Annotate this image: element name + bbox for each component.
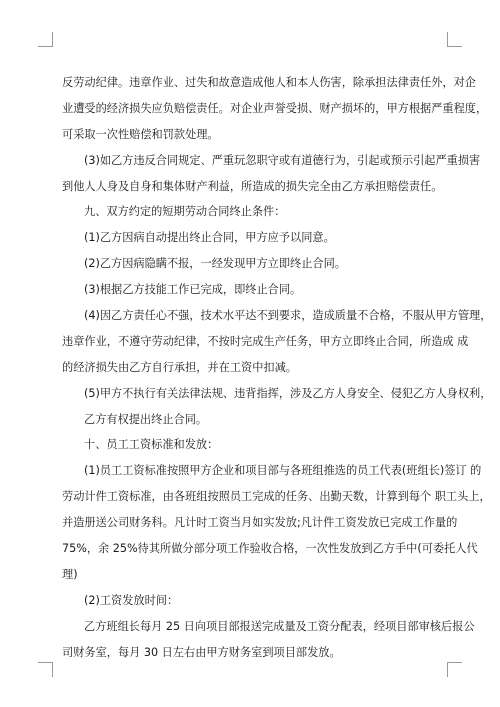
text-line: (3)如乙方违反合同规定、严重玩忽职守或有道德行为，引起或预示引起严重损害 bbox=[84, 153, 481, 167]
text-line: 十、员工工资标准和发放： bbox=[84, 438, 219, 452]
text-line: 的经济损失由乙方自行承担，并在工资中扣减。 bbox=[62, 360, 297, 374]
text-line: 司财务室，每月 30 日左右由甲方财务室到项目部发放。 bbox=[62, 645, 341, 659]
text-line: 75%，余 25%待其所做分部分项工作验收合格，一次性发放到乙方手中(可委托人代 bbox=[62, 542, 478, 556]
text-line: (1)乙方因病自动提出终止合同，甲方应予以同意。 bbox=[84, 231, 335, 245]
text-line: 乙方有权提出终止合同。 bbox=[84, 412, 208, 426]
text-line: (1)员工工资标准按照甲方企业和项目部与各班组推选的员工代表(班组长)签订 的 bbox=[84, 464, 482, 478]
crop-mark-top-right bbox=[447, 32, 462, 47]
text-line: 劳动计件工资标准，由各班组按照员工完成的任务、出勤天数，计算到每个 职工头上， bbox=[62, 490, 491, 504]
text-line: (3)根据乙方技能工作已完成，即终止合同。 bbox=[84, 283, 302, 297]
crop-mark-top-left bbox=[38, 32, 53, 47]
text-line: 反劳动纪律。违章作业、过失和故意造成他人和本人伤害，除承担法律责任外，对企 bbox=[62, 76, 476, 89]
text-line: 到他人人身及自身和集体财产利益，所造成的损失完全由乙方承担赔偿责任。 bbox=[62, 179, 443, 193]
text-line: 违章作业，不遵守劳动纪律，不按时完成生产任务，甲方立即终止合同，所造成 成 bbox=[62, 334, 469, 348]
text-line: 业遭受的经济损失应负赔偿责任。对企业声誉受损、财产损坏的，甲方根据严重程度， bbox=[62, 101, 488, 115]
text-line: 九、双方约定的短期劳动合同终止条件： bbox=[84, 205, 286, 219]
text-line: 理) bbox=[62, 567, 78, 581]
text-line: (2)工资发放时间： bbox=[84, 593, 179, 607]
text-line: 乙方班组长每月 25 日向项目部报送完成量及工资分配表，经项目部审核后报公 bbox=[84, 619, 475, 633]
document-body bbox=[62, 70, 492, 665]
text-line: (2)乙方因病隐瞒不报，一经发现甲方立即终止合同。 bbox=[84, 257, 346, 271]
crop-mark-bottom-left bbox=[38, 662, 53, 677]
text-line: (5)甲方不执行有关法律法规、违背指挥，涉及乙方人身安全、侵犯乙方人身权利， bbox=[84, 386, 492, 400]
text-line: 可采取一次性赔偿和罚款处理。 bbox=[62, 127, 219, 141]
text-line: (4)因乙方责任心不强，技术水平达不到要求，造成质量不合格，不服从甲方管理， bbox=[84, 309, 492, 323]
text-line: 并造册送公司财务科。凡计时工资当月如实发放;凡计件工资发放已完成工作量的 bbox=[62, 516, 458, 530]
crop-mark-bottom-right bbox=[447, 662, 462, 677]
